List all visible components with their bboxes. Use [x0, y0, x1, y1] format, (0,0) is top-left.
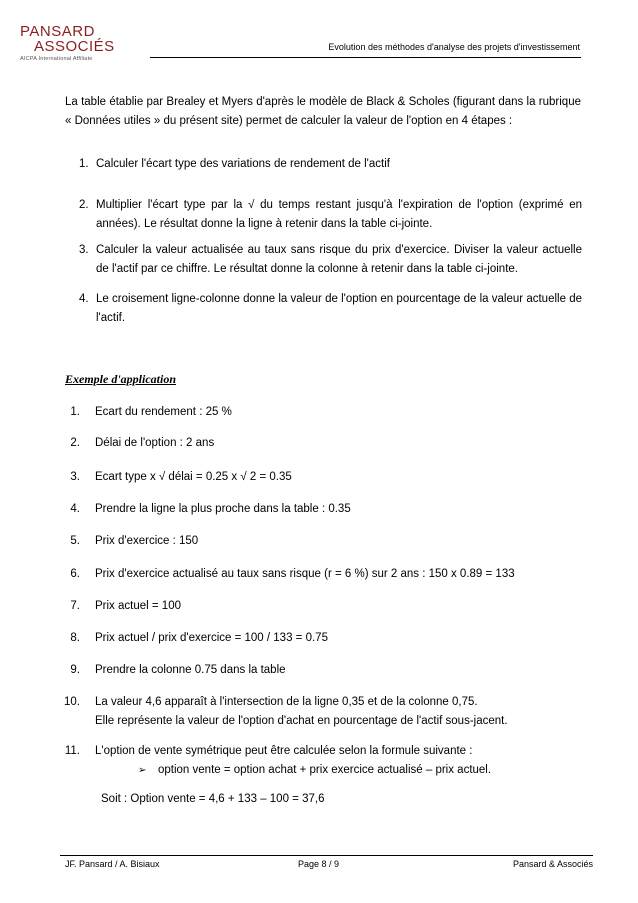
step-item: [79, 290, 582, 328]
example-text: Prix d'exercice actualisé au taux sans risque (r = 6 %) sur 2 ans : 150 x 0.89 = 133: [95, 568, 515, 580]
step-item: [79, 196, 582, 234]
example-number: 5.: [70, 535, 80, 547]
example-text: Prendre la ligne la plus proche dans la table : 0.35: [95, 503, 351, 515]
example-text: Prix actuel / prix d'exercice = 100 / 133 = 0.75: [95, 632, 328, 644]
page-number: Page 8 / 9: [298, 859, 340, 869]
example-text: Délai de l'option : 2 ans: [95, 437, 215, 449]
step-text: Calculer la valeur actualisée au taux sans risque du prix d'exercice. Diviser la valeur actuelle de l'actif par ce chiffre. Le résultat donne la colonne à retenir dans la table ci-jointe.: [96, 244, 582, 275]
example-text-continuation: Elle représente la valeur de l'option d'achat en pourcentage de l'actif sous-jacent.: [95, 715, 508, 727]
step-number: 2.: [79, 199, 89, 211]
step-item: [79, 241, 582, 279]
step-item: [79, 155, 582, 174]
example-text: Prendre la colonne 0.75 dans la table: [95, 664, 286, 676]
example-number: 7.: [70, 600, 80, 612]
example-text: Prix d'exercice : 150: [95, 535, 199, 547]
example-number: 11.: [64, 745, 80, 757]
formula-bullet: [138, 761, 491, 780]
example-text: Ecart type x √ délai = 0.25 x √ 2 = 0.35: [95, 471, 292, 483]
step-text: Multiplier l'écart type par la √ du temps restant jusqu'à l'expiration de l'option (exprimé en années). Le résultat donne la ligne à retenir dans la table ci-jointe.: [96, 199, 582, 230]
example-title: Exemple d'application: [65, 372, 176, 386]
conclusion-line: Soit : Option vente = 4,6 + 133 – 100 = 37,6: [101, 793, 325, 805]
step-number: 4.: [79, 293, 89, 305]
example-number: 4.: [70, 503, 80, 515]
footer-company: Pansard & Associés: [512, 859, 593, 869]
example-number: 9.: [70, 664, 80, 676]
header-title: Evolution des méthodes d'analyse des projets d'investissement: [328, 42, 580, 52]
logo-line-1: PANSARD: [20, 23, 95, 40]
header-divider: [150, 57, 581, 58]
footer-divider: [60, 855, 593, 856]
example-number: 8.: [70, 632, 80, 644]
step-number: 3.: [79, 244, 89, 256]
example-number: 10.: [64, 696, 80, 708]
example-text: Prix actuel = 100: [95, 600, 181, 612]
step-number: 1.: [79, 158, 89, 170]
company-logo: [20, 24, 160, 62]
example-text: L'option de vente symétrique peut être calculée selon la formule suivante :: [95, 745, 473, 757]
step-text: Le croisement ligne-colonne donne la valeur de l'option en pourcentage de la valeur actuelle de l'actif.: [96, 293, 582, 324]
formula-text: option vente = option achat + prix exercice actualisé – prix actuel.: [158, 764, 492, 776]
example-number: 2.: [70, 437, 80, 449]
example-number: 6.: [70, 568, 80, 580]
logo-tagline: AICPA International Affiliate: [20, 56, 93, 62]
example-text: La valeur 4,6 apparaît à l'intersection de la ligne 0,35 et de la colonne 0,75.: [95, 696, 478, 708]
footer-authors: JF. Pansard / A. Bisiaux: [65, 859, 160, 869]
example-text: Ecart du rendement : 25 %: [95, 406, 232, 418]
logo-line-2: ASSOCIÉS: [34, 38, 115, 55]
example-number: 3.: [70, 471, 80, 483]
step-text: Calculer l'écart type des variations de rendement de l'actif: [96, 158, 390, 170]
arrow-bullet-icon: ➢: [138, 765, 147, 776]
example-number: 1.: [70, 406, 80, 418]
intro-paragraph: La table établie par Brealey et Myers d'après le modèle de Black & Scholes (figurant dans la rubrique « Données utiles » du présent site) permet de calculer la valeur de l'option en 4 étapes :: [65, 96, 581, 127]
